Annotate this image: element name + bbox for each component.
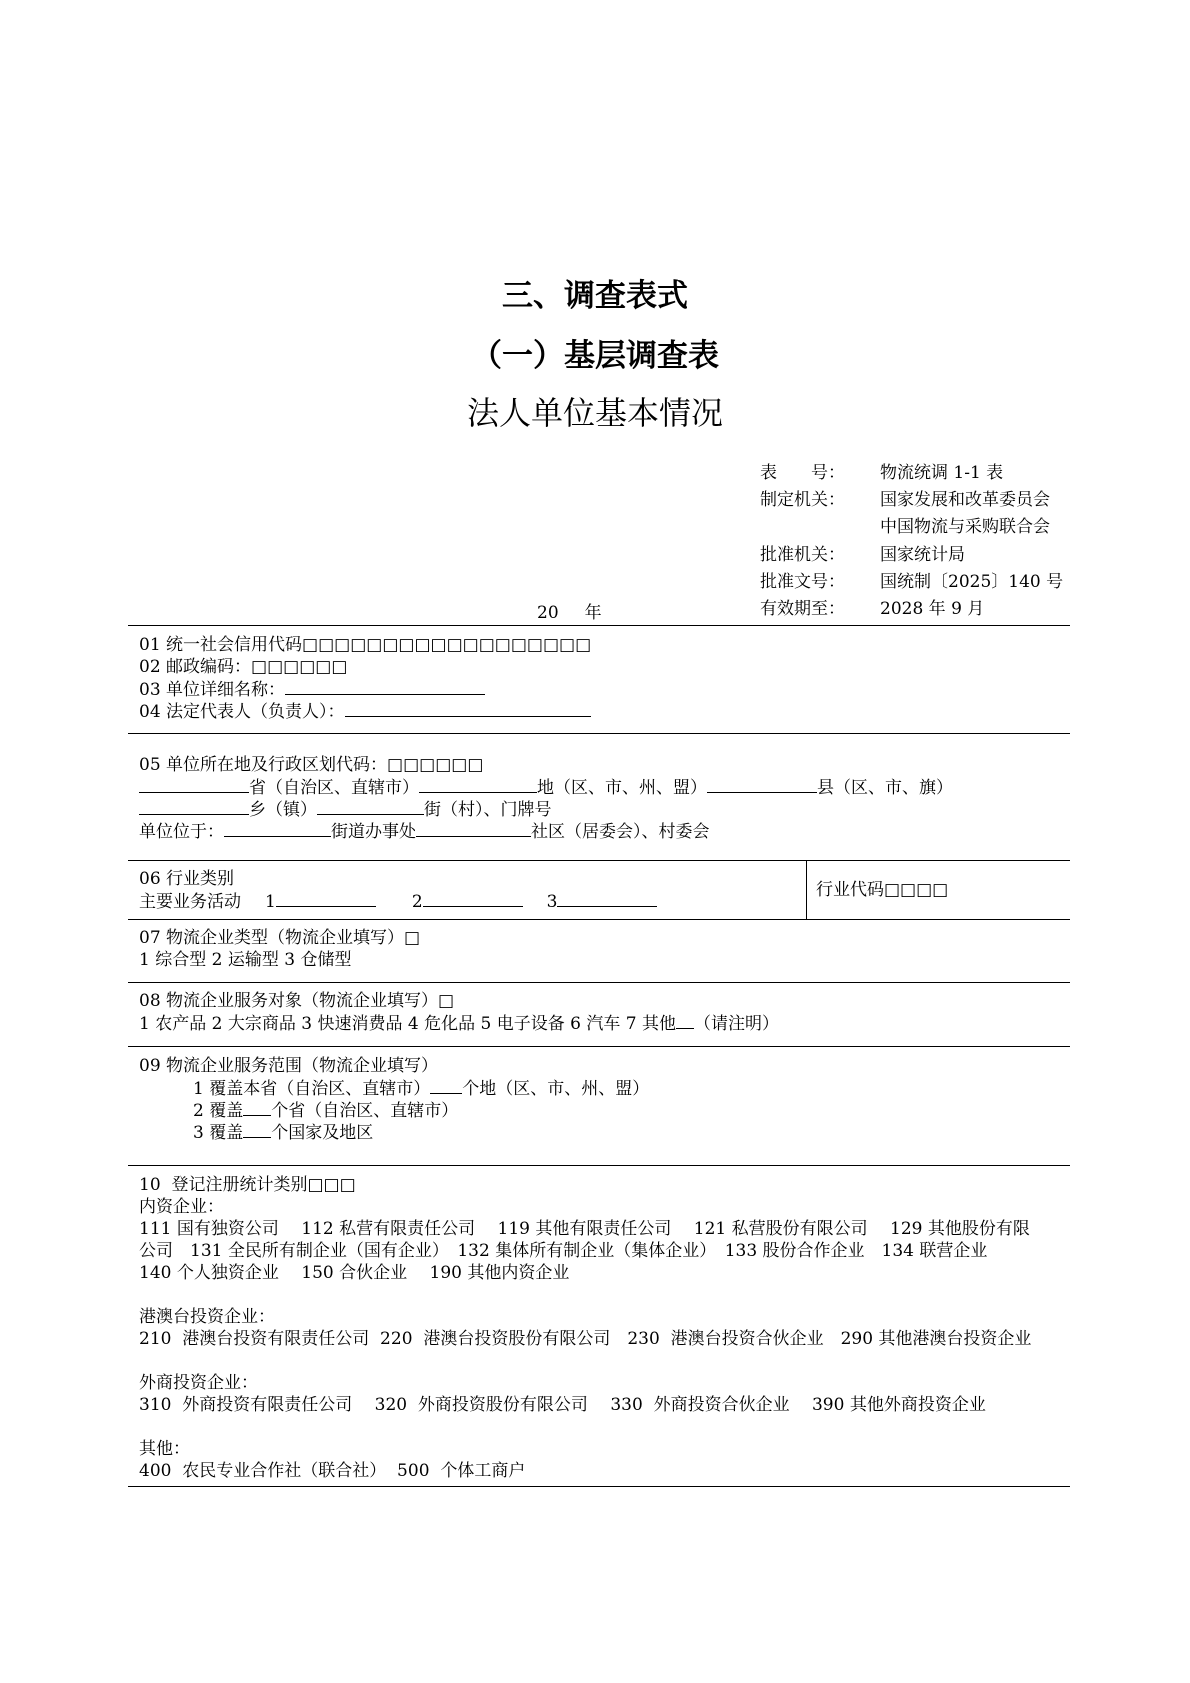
- form-metadata: [760, 460, 1063, 623]
- street-label: 街（村）、门牌号: [424, 800, 552, 820]
- valid-label: 有效期至：: [760, 599, 845, 620]
- service-object-options: [139, 1012, 779, 1035]
- approval-doc-label: 批准文号：: [760, 571, 845, 592]
- enterprise-type-field[interactable]: 07 物流企业类型（物流企业填写）□: [139, 928, 421, 948]
- other-line-1: 400 农民专业合作社（联合社） 500 个体工商户: [139, 1461, 526, 1481]
- approval-doc: 国统制〔2025〕140 号: [880, 571, 1064, 592]
- registration-type-field[interactable]: 10 登记注册统计类别□□□: [139, 1175, 356, 1195]
- business-2-input[interactable]: [423, 890, 523, 907]
- postal-code-field[interactable]: 02 邮政编码：□□□□□□: [139, 657, 348, 677]
- scope-2-label: 2 覆盖: [193, 1101, 244, 1121]
- unit-name-row: [139, 678, 485, 701]
- foreign-line-1: 310 外商投资有限责任公司 320 外商投资股份有限公司 330 外商投资合伙企业 390 其他外商投资企业: [139, 1395, 986, 1415]
- scope-3-unit: 个国家及地区: [271, 1123, 374, 1143]
- service-object-other-input[interactable]: [676, 1012, 694, 1029]
- year-prefix: 20: [537, 603, 559, 623]
- credit-code-field[interactable]: 01 统一社会信用代码□□□□□□□□□□□□□□□□□□: [139, 635, 592, 655]
- divider: [128, 625, 1070, 626]
- business-2-num: 2: [411, 892, 423, 912]
- scope-option-2: [193, 1099, 458, 1122]
- legal-rep-input[interactable]: [345, 700, 591, 717]
- admin-code-field[interactable]: 05 单位所在地及行政区划代码：□□□□□□: [139, 755, 484, 775]
- service-object-list: 1 农产品 2 大宗商品 3 快速消费品 4 危化品 5 电子设备 6 汽车 7 其他: [139, 1014, 676, 1034]
- report-year: [537, 598, 628, 623]
- industry-code-separator: [806, 860, 807, 919]
- service-object-note: （请注明）: [693, 1014, 779, 1034]
- township-input[interactable]: [139, 798, 249, 815]
- valid-until: 2028 年 9 月: [880, 599, 985, 620]
- form-no-label: 表 号：: [760, 463, 845, 483]
- issuer-label: 制定机关：: [760, 490, 845, 511]
- service-scope-label: 09 物流企业服务范围（物流企业填写）: [139, 1056, 439, 1076]
- subsection-title: （一）基层调查表: [471, 338, 719, 374]
- business-1-num: 1: [265, 892, 276, 912]
- address-row-2: [139, 798, 552, 821]
- scope-3-input[interactable]: [243, 1121, 271, 1138]
- address-row-1: [139, 776, 953, 799]
- divider: [128, 919, 1070, 920]
- province-input[interactable]: [139, 776, 249, 793]
- community-label: 社区（居委会）、村委会: [531, 822, 710, 842]
- foreign-heading: 外商投资企业：: [139, 1373, 258, 1393]
- business-3-input[interactable]: [557, 890, 657, 907]
- prefecture-label: 地（区、市、州、盟）: [537, 778, 707, 798]
- main-business-label: 主要业务活动: [139, 892, 241, 912]
- township-label: 乡（镇）: [249, 800, 317, 820]
- subdistrict-label: 街道办事处: [331, 822, 416, 842]
- unit-name-input[interactable]: [285, 678, 485, 695]
- business-3-num: 3: [546, 892, 558, 912]
- divider: [128, 1046, 1070, 1047]
- hmt-heading: 港澳台投资企业：: [139, 1307, 275, 1327]
- domestic-line-2: 公司 131 全民所有制企业（国有企业） 132 集体所有制企业（集体企业） 133 股份合作企业 134 联营企业: [139, 1241, 988, 1261]
- enterprise-type-options: 1 综合型 2 运输型 3 仓储型: [139, 950, 352, 970]
- hmt-line-1: 210 港澳台投资有限责任公司 220 港澳台投资股份有限公司 230 港澳台投资合伙企业 290 其他港澳台投资企业: [139, 1329, 1032, 1349]
- county-input[interactable]: [707, 776, 817, 793]
- approver-label: 批准机关：: [760, 544, 845, 565]
- subdistrict-input[interactable]: [224, 820, 331, 837]
- service-object-field[interactable]: 08 物流企业服务对象（物流企业填写）□: [139, 991, 455, 1011]
- scope-1-input[interactable]: [430, 1077, 462, 1094]
- community-input[interactable]: [416, 820, 531, 837]
- scope-1-unit: 个地（区、市、州、盟）: [462, 1079, 650, 1099]
- scope-3-label: 3 覆盖: [193, 1123, 244, 1143]
- divider: [128, 1486, 1070, 1487]
- county-label: 县（区、市、旗）: [817, 778, 953, 798]
- divider: [128, 860, 1070, 861]
- year-suffix: 年: [584, 603, 602, 623]
- province-label: 省（自治区、直辖市）: [249, 778, 419, 798]
- domestic-heading: 内资企业：: [139, 1197, 224, 1217]
- scope-option-1: [193, 1077, 649, 1100]
- main-business-row: [139, 890, 657, 913]
- scope-2-unit: 个省（自治区、直辖市）: [271, 1101, 459, 1121]
- industry-category-label: 06 行业类别: [139, 869, 235, 889]
- scope-1-label: 1 覆盖本省（自治区、直辖市）: [193, 1079, 431, 1099]
- domestic-line-3: 140 个人独资企业 150 合伙企业 190 其他内资企业: [139, 1263, 570, 1283]
- issuer-2: 中国物流与采购联合会: [880, 517, 1050, 538]
- form-title: 法人单位基本情况: [466, 394, 723, 432]
- street-input[interactable]: [317, 798, 424, 815]
- form-no: 物流统调 1-1 表: [880, 463, 1004, 483]
- other-heading: 其他：: [139, 1439, 190, 1459]
- unit-name-label: 03 单位详细名称：: [139, 680, 286, 700]
- issuer-1: 国家发展和改革委员会: [880, 490, 1050, 511]
- divider: [128, 1165, 1070, 1166]
- business-1-input[interactable]: [276, 890, 376, 907]
- divider: [128, 733, 1070, 734]
- divider: [128, 982, 1070, 983]
- prefecture-input[interactable]: [419, 776, 537, 793]
- legal-rep-row: [139, 700, 591, 723]
- legal-rep-label: 04 法定代表人（负责人）：: [139, 702, 345, 722]
- industry-code-field[interactable]: 行业代码□□□□: [816, 880, 949, 900]
- section-title: 三、调查表式: [502, 278, 688, 314]
- scope-2-input[interactable]: [243, 1099, 271, 1116]
- address-row-3: [139, 820, 710, 843]
- approver: 国家统计局: [880, 544, 965, 565]
- scope-option-3: [193, 1121, 373, 1144]
- domestic-line-1: 111 国有独资公司 112 私营有限责任公司 119 其他有限责任公司 121 私营股份有限公司 129 其他股份有限: [139, 1219, 1030, 1239]
- located-label: 单位位于：: [139, 822, 224, 842]
